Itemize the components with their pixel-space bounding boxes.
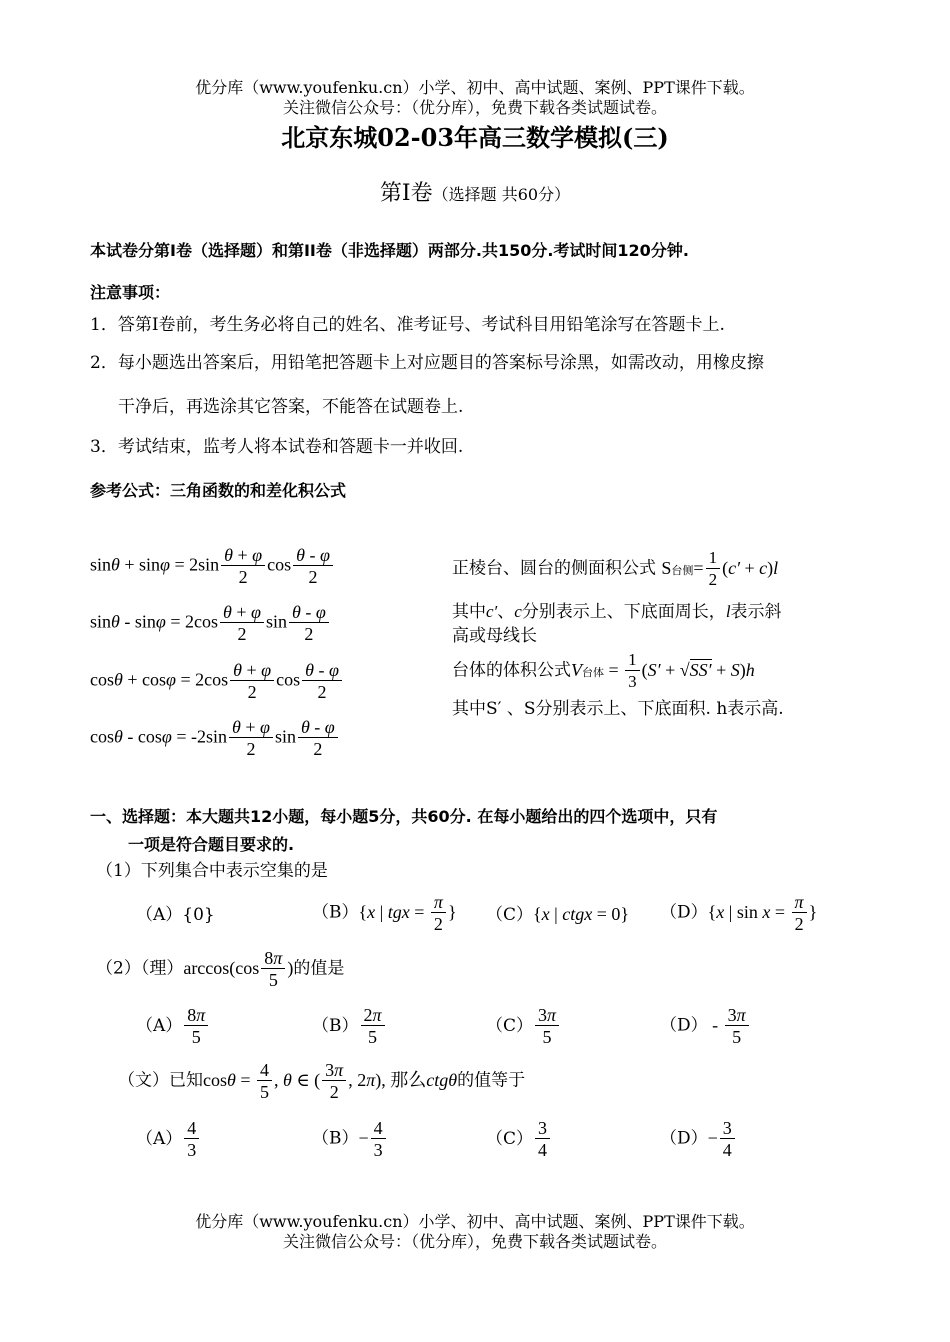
- q2-wen-stem: （文）已知cosθ = $\frac{4}{5}$ , θ ∈ ( $\frac{3\pi}{2}$ , 2π), 那么ctgθ的值等于: [118, 1060, 526, 1102]
- q2-wen-option-d: （D）− $\frac{3}{4}$: [660, 1118, 737, 1161]
- q1-option-b: （B）{x | tgx = $\frac{\pi}{2}$ }: [312, 892, 457, 934]
- frustum-lateral-formula: 正棱台、圆台的侧面积公式 S台侧= $\frac{1}{2}$ (c′ + c)l: [452, 548, 779, 589]
- formula-cos-diff: cosθ - cosφ = -2sin $\frac{\theta + \varphi}{2}$ sin $\frac{\theta - \varphi}{2}$: [90, 717, 340, 760]
- notice-item-3: 3．考试结束，监考人将本试卷和答题卡一并收回.: [90, 437, 464, 457]
- frustum-volume-formula: 台体的体积公式V台体 = $\frac{1}{3}$ (S′ + √SS′ + S)h: [452, 650, 755, 691]
- q2-stem: （2）（理）arccos(cos $\frac{8\pi}{5}$ )的值是: [96, 948, 345, 990]
- notice-item-2-cont: 干净后，再选涂其它答案，不能答在试题卷上.: [118, 397, 464, 417]
- header-line-1: 优分库（www.youfenku.cn）小学、初中、高中试题、案例、PPT课件下载。: [195, 78, 755, 97]
- section1-line-1: 一、选择题：本大题共12小题，每小题5分，共60分. 在每小题给出的四个选项中，只有: [90, 807, 718, 826]
- section1-line-2: 一项是符合题目要求的.: [128, 835, 295, 854]
- q2-wen-option-c: （C） $\frac{3}{4}$: [486, 1118, 552, 1161]
- notice-heading: 注意事项：: [90, 283, 171, 302]
- formula-sin-diff: sinθ - sinφ = 2cos $\frac{\theta + \varphi}{2}$ sin $\frac{\theta - \varphi}{2}$: [90, 602, 331, 645]
- frustum-lateral-label: 正棱台、圆台的侧面积公式: [452, 558, 656, 579]
- q2-option-c: （C） $\frac{3\pi}{5}$: [486, 1005, 561, 1048]
- q2-option-a: （A） $\frac{8\pi}{5}$: [136, 1005, 210, 1048]
- frustum-note-2: 高或母线长: [452, 626, 537, 646]
- q2-option-d: （D） - $\frac{3\pi}{5}$: [660, 1005, 751, 1048]
- q1-option-a: （A）{0}: [136, 905, 215, 925]
- intro-text: 本试卷分第I卷（选择题）和第II卷（非选择题）两部分.共150分.考试时间120分钟.: [90, 241, 689, 260]
- q1-stem: （1）下列集合中表示空集的是: [96, 861, 328, 881]
- frustum-note-3: 其中S′ 、S分别表示上、下底面积. h表示高.: [452, 699, 784, 719]
- q1-option-c: （C）{x | ctgx = 0}: [486, 904, 630, 925]
- q2-wen-option-a: （A） $\frac{4}{3}$: [136, 1118, 201, 1161]
- formula-sin-sum: sinθ + sinφ = 2sin $\frac{\theta + \varphi}{2}$ cos $\frac{\theta - \varphi}{2}$: [90, 545, 335, 588]
- volume-main: 第I卷: [379, 181, 433, 206]
- q2-wen-option-b: （B）− $\frac{4}{3}$: [312, 1118, 388, 1161]
- volume-heading: [0, 176, 950, 207]
- notice-item-1: 1．答第I卷前，考生务必将自己的姓名、准考证号、考试科目用铅笔涂写在答题卡上.: [90, 315, 725, 335]
- q1-option-d: （D）{x | sin x = $\frac{\pi}{2}$ }: [660, 892, 818, 934]
- q2-option-b: （B） $\frac{2\pi}{5}$: [312, 1005, 387, 1048]
- frustum-note-1: 其中c′、c分别表示上、下底面周长，l表示斜: [452, 602, 782, 622]
- page-title: 北京东城02-03年高三数学模拟(三): [281, 123, 669, 152]
- formula-cos-sum: cosθ + cosφ = 2cos $\frac{\theta + \varphi}{2}$ cos $\frac{\theta - \varphi}{2}$: [90, 660, 344, 703]
- volume-sub: （选择题 共60分）: [432, 185, 571, 204]
- header-line-2: 关注微信公众号：（优分库），免费下载各类试题试卷。: [282, 98, 667, 117]
- formula-heading: 参考公式：三角函数的和差化积公式: [90, 481, 347, 500]
- footer-line-1: 优分库（www.youfenku.cn）小学、初中、高中试题、案例、PPT课件下载。: [195, 1212, 755, 1231]
- notice-item-2: 2．每小题选出答案后，用铅笔把答题卡上对应题目的答案标号涂黑，如需改动，用橡皮擦: [90, 353, 764, 373]
- footer-line-2: 关注微信公众号：（优分库），免费下载各类试题试卷。: [282, 1232, 667, 1251]
